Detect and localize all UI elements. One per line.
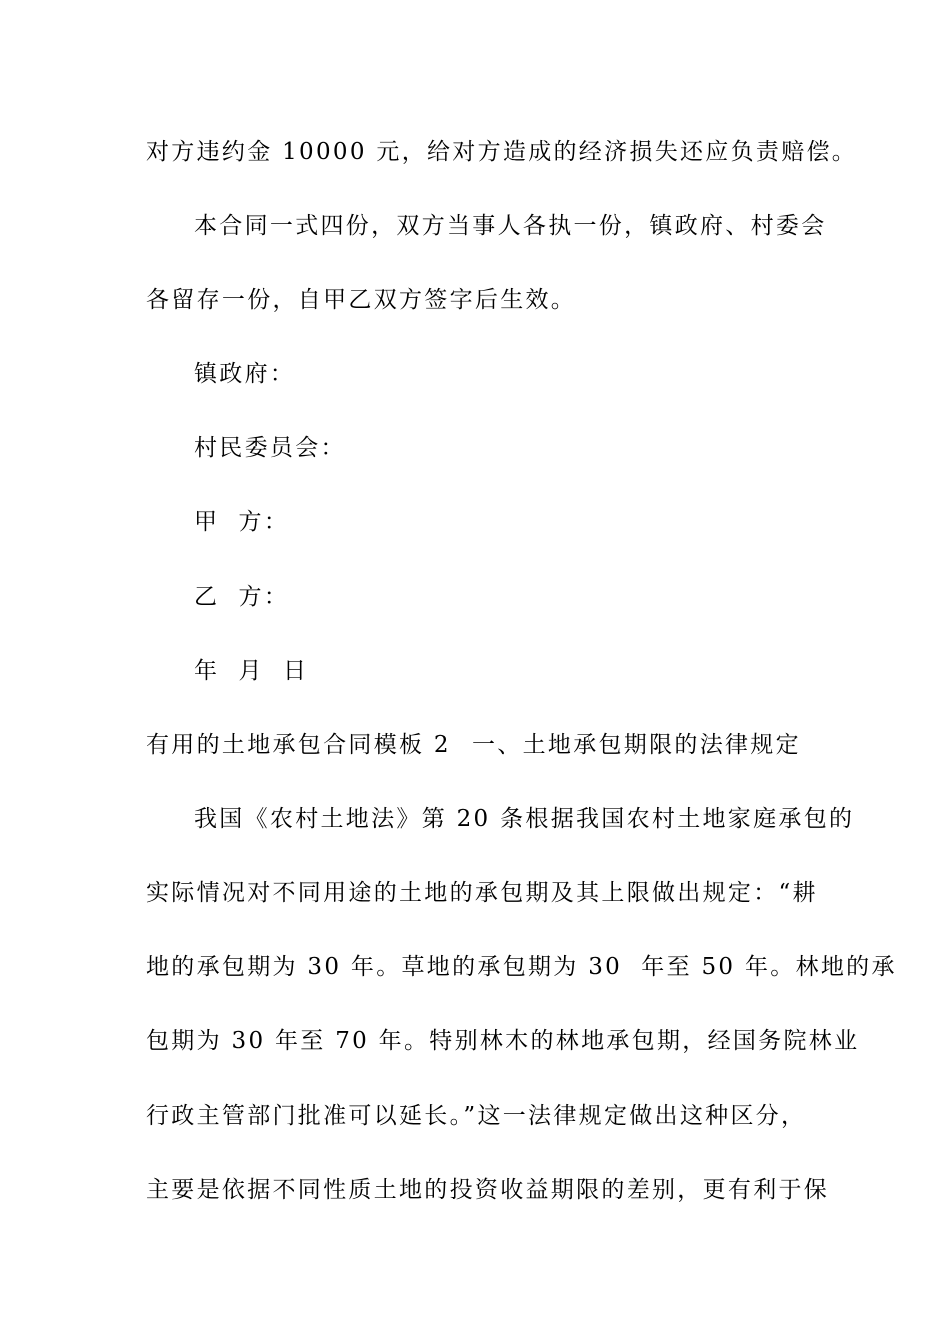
paragraph-line: 对方违约金 10000 元，给对方造成的经济损失还应负责赔偿。 (146, 139, 858, 165)
paragraph-line: 本合同一式四份，双方当事人各执一份，镇政府、村委会 (194, 213, 827, 239)
paragraph-line: 主要是依据不同性质土地的投资收益期限的差别，更有利于保 (146, 1177, 830, 1203)
paragraph-line: 地的承包期为 30 年。草地的承包期为 30 年至 50 年。林地的承 (146, 954, 897, 980)
signature-line-party-b: 乙 方： (194, 584, 290, 610)
signature-line-party-a: 甲 方： (194, 509, 290, 535)
section-heading: 一、土地承包期限的法律规定 (472, 732, 801, 758)
signature-line-village-committee: 村民委员会： (194, 435, 346, 461)
section-title: 有用的土地承包合同模板 2 (146, 732, 451, 758)
signature-line-town-government: 镇政府： (194, 361, 296, 387)
paragraph-line: 各留存一份，自甲乙双方签字后生效。 (146, 287, 577, 313)
date-line: 年 月 日 (194, 658, 309, 684)
paragraph-line: 行政主管部门批准可以延长。”这一法律规定做出这种区分， (146, 1103, 807, 1129)
paragraph-line: 我国《农村土地法》第 20 条根据我国农村土地家庭承包的 (194, 806, 855, 832)
paragraph-line: 包期为 30 年至 70 年。特别林木的林地承包期，经国务院林业 (146, 1028, 860, 1054)
paragraph-line: 实际情况对不同用途的土地的承包期及其上限做出规定：“耕 (146, 880, 818, 906)
